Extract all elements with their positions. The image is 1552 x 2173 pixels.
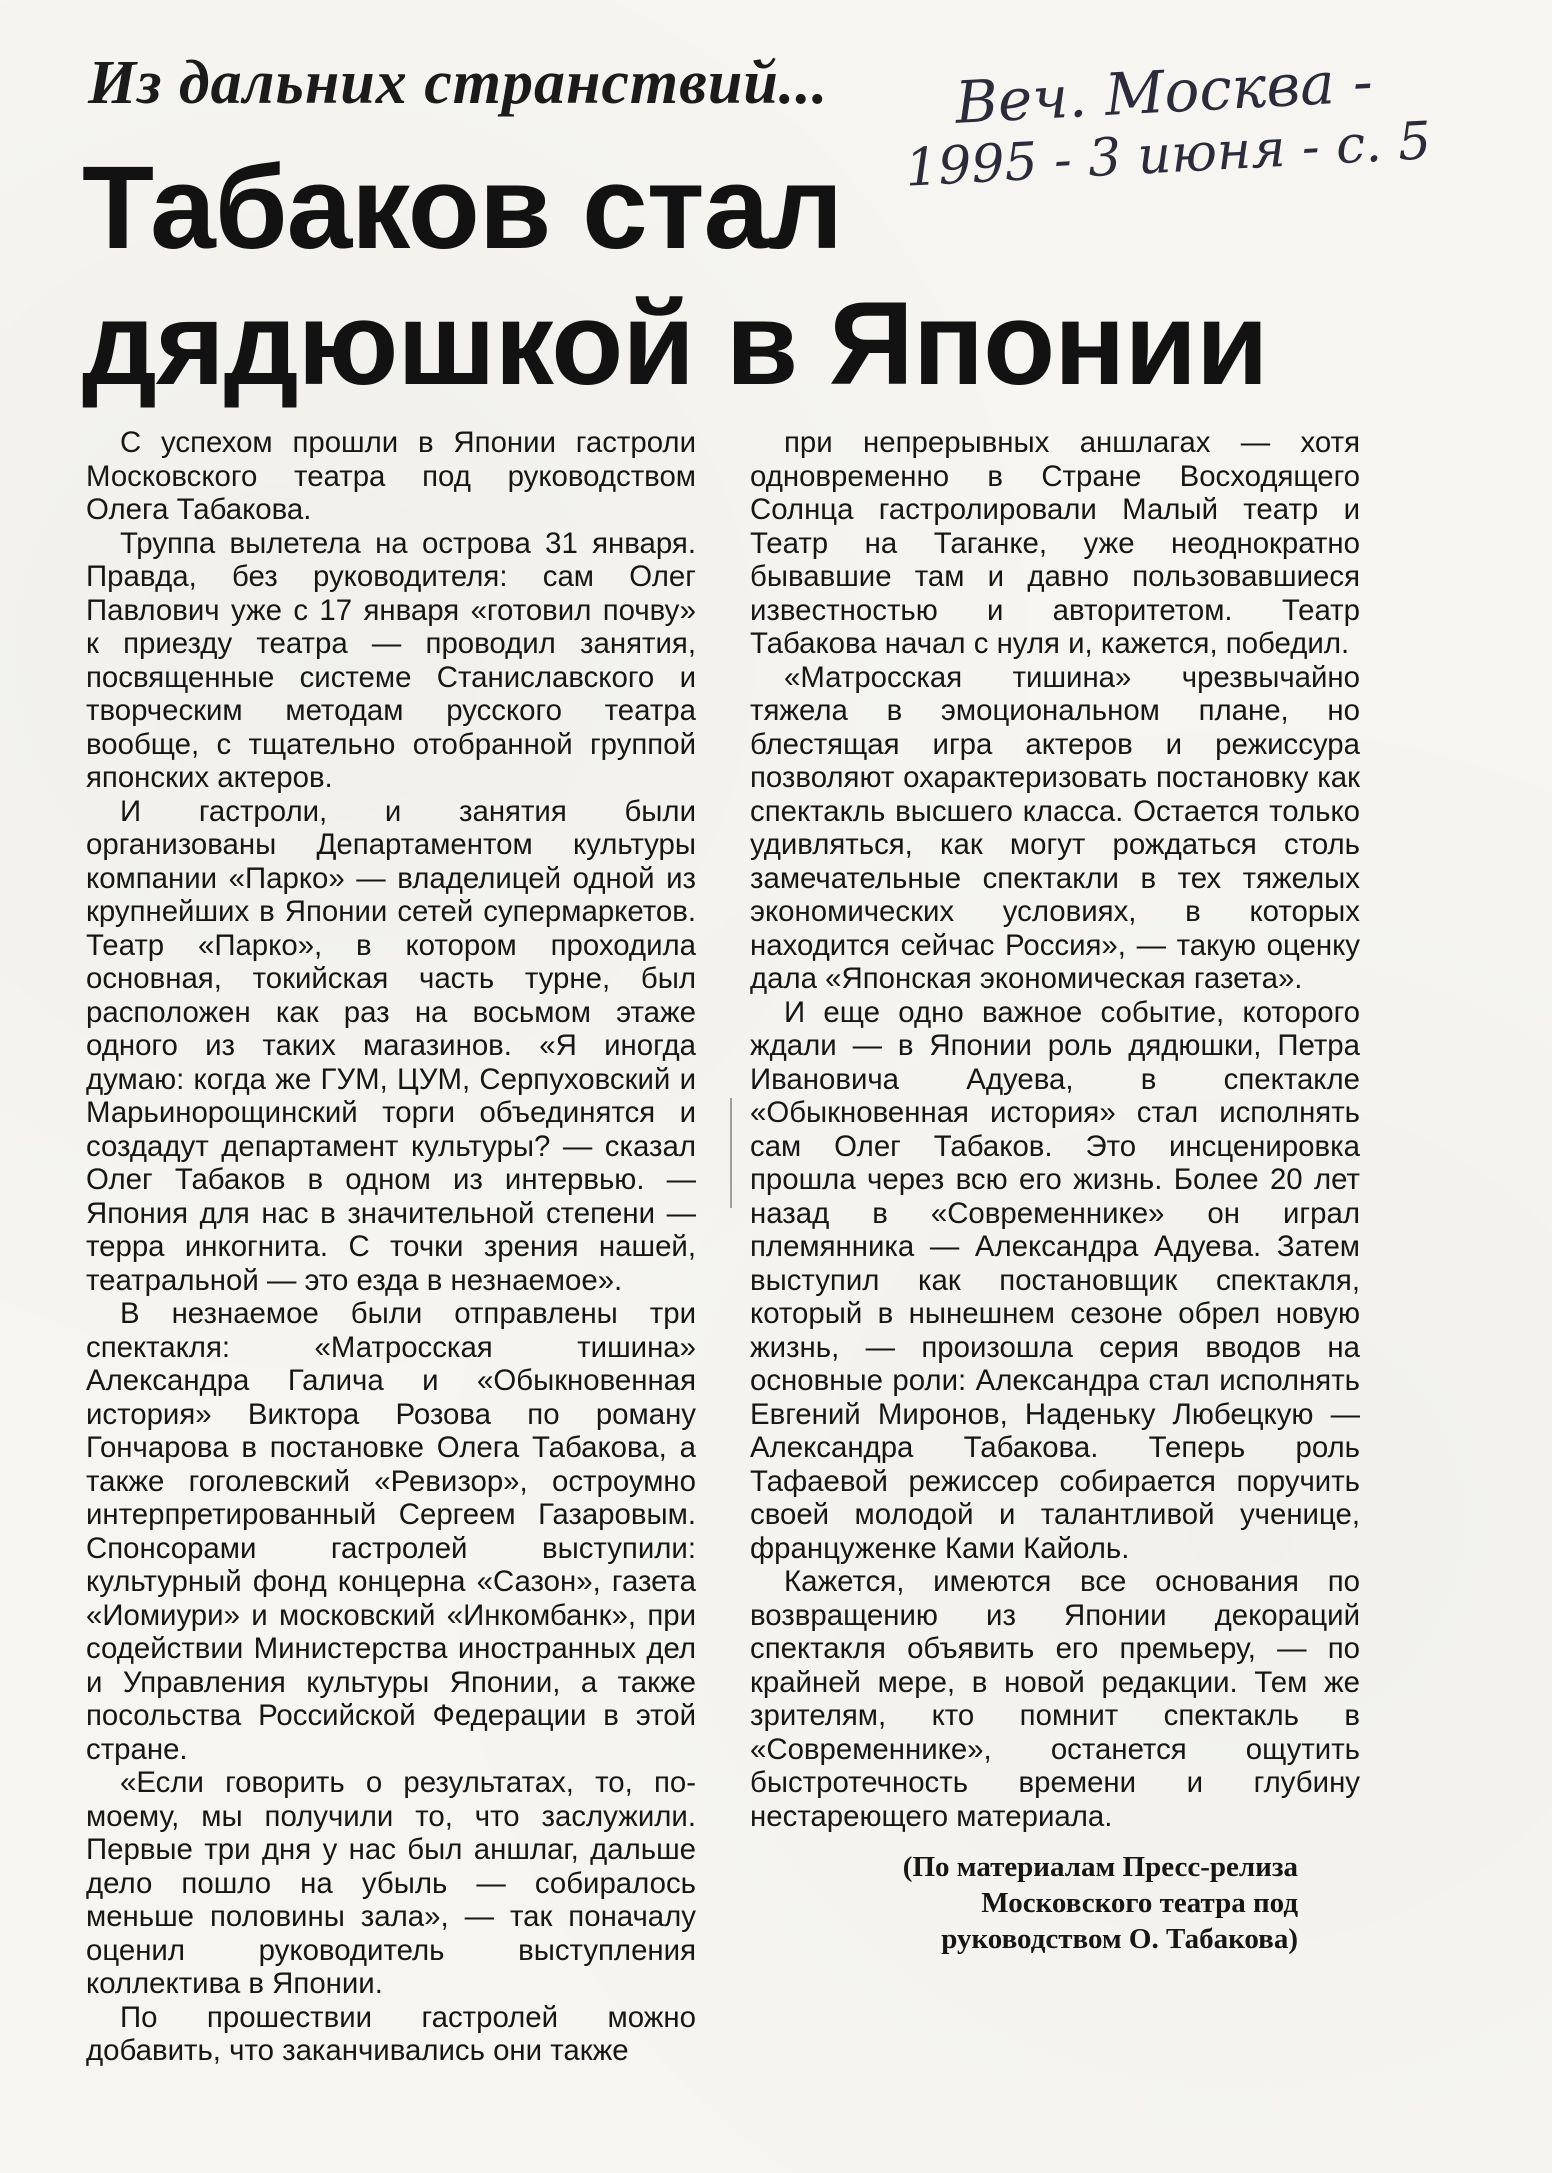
paragraph: И еще одно важное событие, которого ждали — в Японии роль дядюшки, Петра Ивановича Адуева, в спектакле «Обыкновенная история» стал исполнять сам Олег Табаков. Это инсценировка прошла через всю его жизнь. Более 20 лет назад в «Современнике» он играл племянника — Александра Адуева. Затем выступил как постановщик спектакля, который в нынешнем сезоне обрел новую жизнь, — произошла серия вводов на основные роли: Александра стал исполнять Евгений Миронов, Наденьку Любецкую — Александра Табакова. Теперь роль Тафаевой режиссер собирается поручить своей молодой и талантливой ученице, француженке Ками Кайоль. [750,995,1360,1565]
handwritten-source-note: Веч. Москва - [953,47,1375,137]
paragraph: И гастроли, и занятия были организованы Департаментом культуры компании «Парко» — владелицей одной из крупнейших в Японии сетей супермаркетов. Театр «Парко», в котором проходила основная, токийская часть турне, был расположен как раз на восьмом этаже одного из таких магазинов. «Я иногда думаю: когда же ГУМ, ЦУМ, Серпуховский и Марьинорощинский торги объединятся и создадут департамент культуры? — сказал Олег Табаков в одном из интервью. — Япония для нас в значительной степени — терра инкогнита. С точки зрения нашей, театральной — это езда в незнаемое». [86,794,696,1297]
article-column-left [86,426,696,2068]
paragraph: «Если говорить о результатах, то, по-моему, мы получили то, что заслужили. Первые три дня у нас был аншлаг, дальше дело пошло на убыль — собиралось меньше половины зала», — так поначалу оценил руководитель выступления коллектива в Японии. [86,1766,696,2000]
handwritten-date-note: 1995 - 3 июня - с. 5 [903,111,1433,199]
credit-line-2: Московского театра под [981,1887,1298,1919]
column-divider [730,1098,732,1208]
article-column-right [750,426,1360,1957]
paragraph: По прошествии гастролей можно добавить, что заканчивались они также [86,2000,696,2067]
headline-line-2: дядюшкой в Японии [82,278,1268,410]
press-release-credit [750,1849,1360,1957]
article-headline [82,140,1268,412]
paragraph: В незнаемое были отправлены три спектакля: «Матросская тишина» Александра Галича и «Обыкновенная история» Виктора Розова по роману Гончарова в постановке Олега Табакова, а также гоголевский «Ревизор», остроумно интерпретированный Сергеем Газаровым. Спонсорами гастролей выступили: культурный фонд концерна «Сазон», газета «Иомиури» и московский «Инкомбанк», при содействии Министерства иностранных дел и Управления культуры Японии, а также посольства Российской Федерации в этой стране. [86,1297,696,1766]
credit-line-3: руководством О. Табакова) [941,1923,1298,1955]
paragraph: Кажется, имеются все основания по возвращению из Японии декораций спектакля объявить его премьеру, — по крайней мере, в новой редакции. Тем же зрителям, кто помнит спектакль в «Современнике», останется ощутить быстротечность времени и глубину нестареющего материала. [750,1565,1360,1833]
paragraph: при непрерывных аншлагах — хотя одновременно в Стране Восходящего Солнца гастролировали Малый театр и Театр на Таганке, уже неоднократно бывавшие там и давно пользовавшиеся известностью и авторитетом. Театр Табакова начал с нуля и, кажется, победил. [750,426,1360,660]
paragraph: «Матросская тишина» чрезвычайно тяжела в эмоциональном плане, но блестящая игра актеров и режиссура позволяют охарактеризовать постановку как спектакль высшего класса. Остается только удивляться, как могут рождаться столь замечательные спектакли в тех тяжелых экономических условиях, в которых находится сейчас Россия», — такую оценку дала «Японская экономическая газета». [750,660,1360,995]
credit-line-1: (По материалам Пресс-релиза [902,1851,1298,1883]
rubric-heading: Из дальних странствий... [88,49,829,117]
paragraph: С успехом прошли в Японии гастроли Московского театра под руководством Олега Табакова. [86,426,696,526]
paragraph: Труппа вылетела на острова 31 января. Правда, без руководителя: сам Олег Павлович уже с 17 января «готовил почву» к приезду театра — проводил занятия, посвященные системе Станиславского и творческим методам русского театра вообще, с тщательно отобранной группой японских актеров. [86,526,696,794]
headline-line-1: Табаков стал [82,142,843,274]
